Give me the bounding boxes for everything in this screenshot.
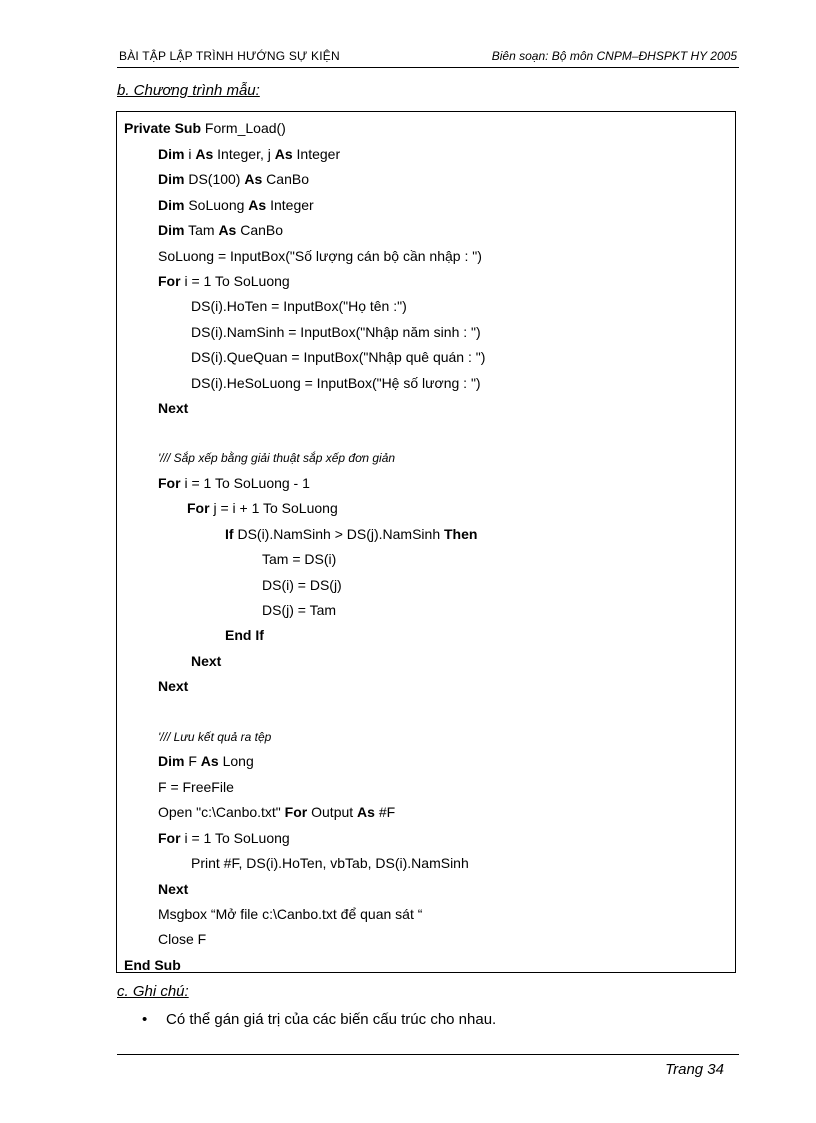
- bullet-icon: •: [142, 1011, 148, 1028]
- code-line: Next: [191, 653, 222, 669]
- code-line: DS(i) = DS(j): [262, 577, 342, 593]
- code-line: Msgbox “Mở file c:\Canbo.txt để quan sát “: [158, 906, 423, 922]
- code-line: DS(i).NamSinh = InputBox("Nhập năm sinh : "): [191, 324, 481, 340]
- code-line: Open "c:\Canbo.txt" For Output As #F: [158, 804, 396, 820]
- section-b-heading: b. Chương trình mẫu:: [117, 82, 260, 99]
- code-line: Private Sub Form_Load(): [124, 120, 286, 136]
- code-line: Close F: [158, 931, 207, 947]
- footer-divider: [117, 1054, 739, 1055]
- section-c-heading: c. Ghi chú:: [117, 983, 189, 1000]
- code-line: End Sub: [124, 957, 181, 973]
- code-line: DS(i).HoTen = InputBox("Họ tên :"): [191, 298, 407, 314]
- code-line: Print #F, DS(i).HoTen, vbTab, DS(i).NamSinh: [191, 855, 469, 871]
- code-line: DS(i).QueQuan = InputBox("Nhập quê quán : "): [191, 349, 486, 365]
- code-line: End If: [225, 627, 264, 643]
- code-line: Dim F As Long: [158, 753, 254, 769]
- page-number: Trang 34: [665, 1061, 724, 1078]
- code-line: For i = 1 To SoLuong: [158, 830, 290, 846]
- code-line: Next: [158, 400, 189, 416]
- code-line: Next: [158, 678, 189, 694]
- code-line: For j = i + 1 To SoLuong: [187, 500, 338, 516]
- code-line: For i = 1 To SoLuong - 1: [158, 475, 310, 491]
- code-line: Tam = DS(i): [262, 551, 337, 567]
- code-line: Dim DS(100) As CanBo: [158, 171, 309, 187]
- code-line: SoLuong = InputBox("Số lượng cán bộ cần nhập : "): [158, 248, 482, 264]
- code-line: Dim Tam As CanBo: [158, 222, 284, 238]
- page-header: [117, 49, 739, 68]
- code-comment: '/// Lưu kết quả ra tệp: [158, 730, 272, 744]
- header-author: Biên soạn: Bộ môn CNPM–ĐHSPKT HY 2005: [491, 49, 737, 63]
- code-line: F = FreeFile: [158, 779, 234, 795]
- code-line: Dim SoLuong As Integer: [158, 197, 314, 213]
- code-line: For i = 1 To SoLuong: [158, 273, 290, 289]
- note-text: Có thể gán giá trị của các biến cấu trúc cho nhau.: [166, 1011, 497, 1028]
- code-line: If DS(i).NamSinh > DS(j).NamSinh Then: [225, 526, 478, 542]
- code-line: DS(j) = Tam: [262, 602, 337, 618]
- code-line: DS(i).HeSoLuong = InputBox("Hệ số lương : "): [191, 375, 481, 391]
- header-course-title: BÀI TẬP LẬP TRÌNH HƯỚNG SỰ KIỆN: [119, 49, 340, 63]
- code-line: Next: [158, 881, 189, 897]
- code-line: Dim i As Integer, j As Integer: [158, 146, 341, 162]
- code-comment: '/// Sắp xếp bằng giải thuật sắp xếp đơn giản: [158, 451, 396, 465]
